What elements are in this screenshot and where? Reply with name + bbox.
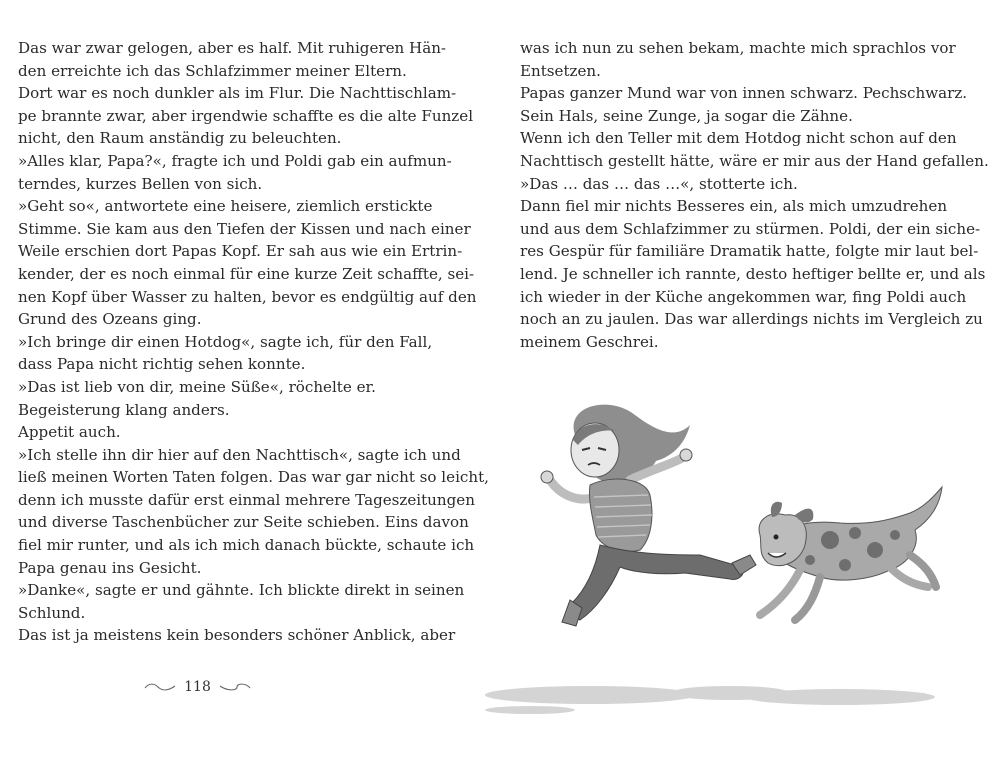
text-line: was ich nun zu sehen bekam, machte mich sprachlos vor — [520, 39, 956, 57]
text-line: »Ich stelle ihn dir hier auf den Nachttisch«, sagte ich und — [18, 445, 461, 464]
text-line: noch an zu jaulen. Das war allerdings nichts im Vergleich zu — [520, 310, 983, 329]
text-line: Begeisterung klang anders. — [18, 400, 230, 419]
text-line: lend. Je schneller ich rannte, desto heftiger bellte er, und als — [520, 264, 986, 283]
text-line: Entsetzen. — [520, 61, 601, 80]
text-line: ich wieder in der Küche angekommen war, fing Poldi auch — [520, 287, 967, 306]
text-line: pe brannte zwar, aber irgendwie schaffte es die alte Funzel — [18, 106, 474, 125]
ground-shadow — [485, 686, 935, 714]
text-line: Wenn ich den Teller mit dem Hotdog nicht schon auf den — [520, 129, 957, 148]
text-line: ließ meinen Worten Taten folgen. Das war gar nicht so leicht, — [18, 468, 489, 487]
text-line: »Ich bringe dir einen Hotdog«, sagte ich, für den Fall, — [18, 332, 433, 351]
text-line: Das war zwar gelogen, aber es half. Mit ruhigeren Hän- — [18, 39, 447, 57]
running-dog — [759, 487, 942, 620]
text-line: meinem Geschrei. — [520, 332, 659, 351]
text-line: und diverse Taschenbücher zur Seite schieben. Eins davon — [18, 513, 469, 532]
text-line: nicht, den Raum anständig zu beleuchten. — [18, 129, 342, 148]
text-line: Papas ganzer Mund war von innen schwarz. Pechschwarz. — [520, 84, 968, 103]
page-number-footer — [145, 679, 250, 695]
text-line: Schlund. — [18, 603, 86, 622]
text-line: Das ist ja meistens kein besonders schöner Anblick, aber — [18, 626, 456, 645]
text-line: Dort war es noch dunkler als im Flur. Die Nachttischlam- — [18, 84, 457, 103]
text-line: Nachttisch gestellt hätte, wäre er mir aus der Hand gefallen. — [520, 151, 989, 170]
text-line: Weile erschien dort Papas Kopf. Er sah aus wie ein Ertrin- — [18, 242, 463, 261]
text-line: Grund des Ozeans ging. — [18, 310, 202, 329]
text-line: den erreichte ich das Schlafzimmer meiner Eltern. — [18, 61, 407, 80]
text-line: »Das … das … das …«, stotterte ich. — [520, 174, 798, 193]
text-line: Papa genau ins Gesicht. — [18, 558, 202, 577]
text-line: Dann fiel mir nichts Besseres ein, als mich umzudrehen — [520, 197, 948, 216]
left-page-text — [18, 37, 489, 647]
text-line: terndes, kurzes Bellen von sich. — [18, 174, 263, 193]
text-line: res Gespür für familiäre Dramatik hatte, folgte mir laut bel- — [520, 242, 979, 261]
text-line: »Danke«, sagte er und gähnte. Ich blickte direkt in seinen — [18, 581, 465, 600]
girl-and-dog-illustration — [470, 395, 950, 725]
running-girl — [541, 405, 756, 626]
text-line: fiel mir runter, und als ich mich danach bückte, schaute ich — [18, 536, 475, 555]
text-line: Stimme. Sie kam aus den Tiefen der Kissen und nach einer — [18, 219, 471, 238]
text-line: dass Papa nicht richtig sehen konnte. — [18, 355, 306, 374]
text-line: und aus dem Schlafzimmer zu stürmen. Poldi, der ein siche- — [520, 219, 981, 238]
text-line: Sein Hals, seine Zunge, ja sogar die Zähne. — [520, 106, 853, 125]
right-page-text — [520, 37, 989, 353]
right-flourish-icon — [219, 682, 251, 692]
text-line: »Geht so«, antwortete eine heisere, ziemlich erstickte — [18, 197, 433, 216]
page-number: 118 — [184, 679, 211, 695]
left-flourish-icon — [144, 682, 176, 692]
text-line: kender, der es noch einmal für eine kurze Zeit schaffte, sei- — [18, 264, 475, 283]
text-line: »Das ist lieb von dir, meine Süße«, röchelte er. — [18, 377, 376, 396]
text-line: Appetit auch. — [18, 423, 121, 442]
text-line: nen Kopf über Wasser zu halten, bevor es endgültig auf den — [18, 287, 477, 306]
text-line: denn ich musste dafür erst einmal mehrere Tageszeitungen — [18, 490, 475, 509]
text-line: »Alles klar, Papa?«, fragte ich und Poldi gab ein aufmun- — [18, 151, 452, 170]
